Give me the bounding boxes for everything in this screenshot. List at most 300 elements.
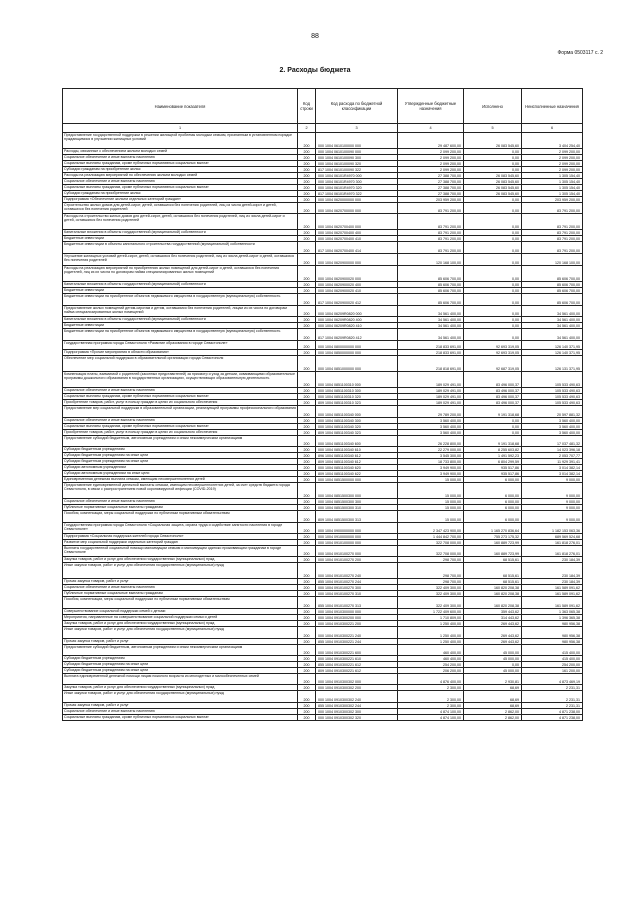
row-budget-code: 000 1004 0851500300 300: [316, 499, 398, 505]
row-approved: 1 250 400,00: [398, 627, 464, 639]
row-budget-code: 809 1004 0910300221 612: [316, 668, 398, 674]
row-executed: 68 515,61: [464, 579, 522, 585]
table-row: [63, 341, 583, 350]
column-index: 6: [522, 124, 583, 133]
row-unexecuted: 980 956,38: [522, 627, 583, 639]
row-unexecuted: 105 533 490,63: [522, 394, 583, 400]
row-budget-code: 000 1004 0910100000 000: [316, 540, 398, 546]
row-executed: 26 083 545,60: [464, 191, 522, 197]
row-executed: 0,00: [464, 323, 522, 329]
row-unexecuted: 126 140 371,95: [522, 341, 583, 350]
row-unexecuted: 2 099 200,00: [522, 149, 583, 155]
row-unexecuted: 2 231,31: [522, 691, 583, 703]
row-approved: 1 250 400,00: [398, 639, 464, 645]
row-code: 200: [298, 406, 316, 418]
row-executed: 26 083 545,60: [464, 185, 522, 191]
row-code: 200: [298, 155, 316, 161]
row-approved: 3 949 900,00: [398, 471, 464, 477]
table-row: [63, 306, 583, 317]
row-code: 200: [298, 674, 316, 685]
row-budget-code: 000 1004 0910000000 000: [316, 534, 398, 540]
row-approved: 189 029 491,00: [398, 388, 464, 394]
table-row: [63, 242, 583, 254]
row-code: 200: [298, 242, 316, 254]
row-approved: 254 200,00: [398, 662, 464, 668]
row-budget-code: 000 1004 0851100340 300: [316, 418, 398, 424]
row-budget-code: 855 1004 0910100270 244: [316, 579, 398, 585]
row-code: 200: [298, 394, 316, 400]
row-budget-code: 000 1004 0620000000 000: [316, 197, 398, 203]
row-unexecuted: 1 396 365,38: [522, 615, 583, 621]
row-code: 200: [298, 639, 316, 645]
row-approved: 460 400,00: [398, 645, 464, 656]
row-code: 200: [298, 471, 316, 477]
row-approved: 218 818 691,00: [398, 356, 464, 372]
row-name: Социальные выплаты гражданам, кроме публичных нормативных социальных выплат: [63, 715, 298, 721]
row-unexecuted: 34 561 400,00: [522, 306, 583, 317]
row-executed: 0,00: [464, 662, 522, 668]
row-budget-code: 000 1004 0851100310 000: [316, 372, 398, 388]
row-code: 200: [298, 179, 316, 185]
table-row: [63, 214, 583, 230]
row-code: 200: [298, 254, 316, 266]
row-budget-code: 000 1004 0910100270 240: [316, 563, 398, 579]
table-row: [63, 645, 583, 656]
row-name: Строительство жилых домов для детей-сирот, детей, оставшихся без попечения родителей, лиц из числа детей-сирот и детей, оставшихся без попечения родителей: [63, 203, 298, 214]
row-code: 200: [298, 557, 316, 563]
row-executed: 68,69: [464, 703, 522, 709]
row-approved: 15 000,00: [398, 499, 464, 505]
row-budget-code: 817 1004 0610100090 322: [316, 167, 398, 173]
row-executed: 68 515,61: [464, 563, 522, 579]
row-approved: 298 700,00: [398, 563, 464, 579]
row-executed: 0,00: [464, 306, 522, 317]
row-approved: 27 388 700,00: [398, 185, 464, 191]
table-header-row: [63, 89, 583, 124]
row-code: 200: [298, 323, 316, 329]
row-code: 200: [298, 329, 316, 341]
row-approved: 1 722 409 600,00: [398, 609, 464, 615]
column-index-row: [63, 124, 583, 133]
row-budget-code: 000 1004 0910100270 310: [316, 591, 398, 597]
row-budget-code: 000 1004 0620700400 410: [316, 236, 398, 242]
row-approved: 3 545 300,00: [398, 453, 464, 459]
row-budget-code: 855 1004 0910100270 313: [316, 597, 398, 609]
table-row: [63, 203, 583, 214]
header-unexecuted: Неисполненные назначения: [522, 89, 583, 124]
row-executed: 0,00: [464, 161, 522, 167]
row-executed: 2 862,00: [464, 709, 522, 715]
row-unexecuted: 105 533 490,63: [522, 400, 583, 406]
row-name: Субсидии гражданам на приобретение жилья: [63, 167, 298, 173]
row-code: 200: [298, 505, 316, 511]
row-unexecuted: 126 131 371,95: [522, 356, 583, 372]
row-budget-code: 000 1004 0851100340 620: [316, 465, 398, 471]
row-unexecuted: 9 000,00: [522, 477, 583, 483]
row-code: 200: [298, 453, 316, 459]
row-code: 200: [298, 203, 316, 214]
row-code: 200: [298, 173, 316, 179]
row-budget-code: 817 1004 06209R0820 412: [316, 329, 398, 341]
row-approved: 83 791 200,00: [398, 242, 464, 254]
row-name: Субсидии бюджетным учреждениям: [63, 656, 298, 662]
document-title: 2. Расходы бюджета: [279, 67, 351, 74]
row-name: Единовременная денежная выплата семьям, имеющим несовершеннолетних детей: [63, 477, 298, 483]
row-budget-code: 000 1004 0851100340 320: [316, 424, 398, 430]
row-unexecuted: 83 791 200,00: [522, 236, 583, 242]
row-unexecuted: 85 606 700,00: [522, 288, 583, 294]
row-unexecuted: 980 956,38: [522, 621, 583, 627]
row-budget-code: 000 1004 0620900000 000: [316, 254, 398, 266]
row-budget-code: 000 1004 0620900020 000: [316, 266, 398, 282]
row-executed: 0,00: [464, 282, 522, 288]
row-unexecuted: 83 791 200,00: [522, 203, 583, 214]
row-code: 200: [298, 317, 316, 323]
row-code: 200: [298, 230, 316, 236]
row-executed: 92 687 319,05: [464, 356, 522, 372]
form-reference: Форма 0503117 с. 2: [557, 50, 603, 56]
row-name: Иные закупки товаров, работ и услуг для обеспечения государственных (муниципальных) нужд: [63, 691, 298, 703]
row-executed: 26 083 545,60: [464, 179, 522, 185]
page-number: 88: [311, 33, 319, 40]
row-approved: 85 606 700,00: [398, 294, 464, 306]
table-row: [63, 546, 583, 557]
row-executed: 359 443,62: [464, 609, 522, 615]
row-executed: 0,00: [464, 203, 522, 214]
table-row: [63, 511, 583, 523]
table-row: [63, 406, 583, 418]
row-approved: 83 791 200,00: [398, 230, 464, 236]
row-executed: 0,00: [464, 167, 522, 173]
row-name: Подпрограмма «Прочие мероприятия в области образования»: [63, 350, 298, 356]
row-code: 200: [298, 459, 316, 465]
row-name: Субсидии бюджетным учреждениям на иные цели: [63, 459, 298, 465]
row-code: 200: [298, 483, 316, 499]
row-unexecuted: 3 560 400,00: [522, 430, 583, 436]
row-budget-code: 000 1004 0910300200 000: [316, 615, 398, 621]
row-approved: 3 560 400,00: [398, 430, 464, 436]
row-name: Бюджетные инвестиции на приобретение объектов недвижимого имущества в государственную (муниципальную) собственность: [63, 294, 298, 306]
row-unexecuted: 161 818 276,01: [522, 540, 583, 546]
row-approved: 4 874 100,00: [398, 709, 464, 715]
row-name: Закупка товаров, работ и услуг для обеспечения государственных (муниципальных) нужд: [63, 621, 298, 627]
row-budget-code: 000 1004 0800000000 000: [316, 341, 398, 350]
row-budget-code: 000 1004 0851100310 320: [316, 394, 398, 400]
row-approved: 34 561 400,00: [398, 306, 464, 317]
row-code: 200: [298, 691, 316, 703]
row-budget-code: 000 1004 0900000000 000: [316, 523, 398, 534]
row-executed: 2 862,00: [464, 715, 522, 721]
row-budget-code: 809 1004 0851100310 323: [316, 400, 398, 406]
row-name: Социальное обеспечение и иные выплаты населению: [63, 155, 298, 161]
row-unexecuted: 3 014 382,14: [522, 471, 583, 477]
row-executed: 92 693 319,05: [464, 350, 522, 356]
row-code: 200: [298, 597, 316, 609]
row-approved: 15 000,00: [398, 477, 464, 483]
row-executed: 0,00: [464, 149, 522, 155]
row-budget-code: 000 1004 0851500300 310: [316, 505, 398, 511]
row-budget-code: 896 1004 0851100340 612: [316, 453, 398, 459]
row-executed: 26 083 545,60: [464, 173, 522, 179]
row-unexecuted: 20 597 881,32: [522, 406, 583, 418]
row-approved: 85 606 700,00: [398, 266, 464, 282]
row-unexecuted: 85 606 700,00: [522, 266, 583, 282]
row-executed: 26 083 545,60: [464, 133, 522, 149]
row-unexecuted: 4 873 469,19: [522, 674, 583, 685]
row-unexecuted: 9 000,00: [522, 483, 583, 499]
row-budget-code: 000 1004 0851500300 000: [316, 483, 398, 499]
row-name: Социальные выплаты гражданам, кроме публичных нормативных социальных выплат: [63, 394, 298, 400]
row-budget-code: 000 1004 0910300302 000: [316, 674, 398, 685]
row-code: 200: [298, 236, 316, 242]
row-code: 200: [298, 161, 316, 167]
row-approved: 2 347 423 900,00: [398, 523, 464, 534]
row-executed: 9 191 318,68: [464, 406, 522, 418]
row-unexecuted: 120 168 100,00: [522, 254, 583, 266]
row-budget-code: 000 1004 0620900020 400: [316, 282, 398, 288]
row-approved: 1 444 842 700,00: [398, 534, 464, 540]
row-budget-code: 000 1004 0610100090 300: [316, 155, 398, 161]
row-approved: 1 710 809,00: [398, 615, 464, 621]
row-code: 200: [298, 430, 316, 436]
row-code: 200: [298, 418, 316, 424]
row-budget-code: 000 1004 06209R0820 000: [316, 306, 398, 317]
row-code: 200: [298, 167, 316, 173]
row-name: Социальные выплаты гражданам, кроме публичных нормативных социальных выплат: [63, 424, 298, 430]
row-name: Развитие мер социальной поддержки отдельных категорий граждан: [63, 540, 298, 546]
row-budget-code: 000 1004 0610100090 320: [316, 161, 398, 167]
row-unexecuted: 3 014 382,14: [522, 465, 583, 471]
row-unexecuted: 980 956,38: [522, 639, 583, 645]
table-row: [63, 254, 583, 266]
row-unexecuted: 3 404 254,40: [522, 133, 583, 149]
row-executed: 6 000,00: [464, 499, 522, 505]
row-code: 200: [298, 400, 316, 406]
row-executed: 160 820 208,38: [464, 597, 522, 609]
row-name: Предоставление государственной поддержки в решении жилищной проблемы молодым семьям, признанным в установленном порядке нуждающимися в улучшении жилищных условий: [63, 133, 298, 149]
row-budget-code: 855 1004 0910300302 244: [316, 703, 398, 709]
row-budget-code: 000 1004 0620700400 000: [316, 214, 398, 230]
row-code: 200: [298, 591, 316, 597]
row-unexecuted: 105 533 490,63: [522, 388, 583, 394]
column-index: 4: [398, 124, 464, 133]
row-budget-code: 855 1004 0910300221 612: [316, 662, 398, 668]
row-budget-code: 000 1004 0910100270 000: [316, 546, 398, 557]
table-row: [63, 329, 583, 341]
table-row: [63, 266, 583, 282]
row-name: Иные закупки товаров, работ и услуг для обеспечения государственных (муниципальных) нужд: [63, 627, 298, 639]
row-executed: 0,00: [464, 266, 522, 282]
row-name: Предоставление единовременной денежной выплаты семьям, имеющим несовершеннолетних детей, за счет средств бюджета города Севастополя, в связи с распространением новой коронавирусной инфекции (COVID-2019): [63, 483, 298, 499]
row-approved: 83 791 200,00: [398, 214, 464, 230]
row-code: 200: [298, 424, 316, 430]
row-code: 200: [298, 668, 316, 674]
table-row: [63, 691, 583, 703]
row-approved: 2 099 200,00: [398, 155, 464, 161]
row-name: Субсидии бюджетным учреждениям: [63, 447, 298, 453]
row-approved: 2 300,00: [398, 691, 464, 703]
row-approved: 322 409 300,00: [398, 597, 464, 609]
row-unexecuted: 9 000,00: [522, 511, 583, 523]
row-budget-code: 000 1004 0910300302 320: [316, 715, 398, 721]
row-approved: 83 791 200,00: [398, 203, 464, 214]
row-executed: 6 000,00: [464, 483, 522, 499]
row-unexecuted: 85 606 700,00: [522, 294, 583, 306]
row-unexecuted: 3 560 400,00: [522, 418, 583, 424]
row-code: 200: [298, 585, 316, 591]
row-executed: 1 165 270 836,64: [464, 523, 522, 534]
row-budget-code: 817 1004 0620700400 414: [316, 242, 398, 254]
row-name: Совершенствование социальной поддержки семей с детьми: [63, 609, 298, 615]
row-name: Субсидии гражданам на приобретение жилья: [63, 191, 298, 197]
row-code: 200: [298, 715, 316, 721]
row-unexecuted: 161 818 276,01: [522, 546, 583, 557]
row-name: Расходы на реализацию мероприятий по обеспечению жильем молодых семей: [63, 173, 298, 179]
row-unexecuted: 85 606 700,00: [522, 282, 583, 288]
row-code: 200: [298, 133, 316, 149]
table-row: [63, 715, 583, 721]
row-name: Расходы на реализацию мероприятий по приобретению жилых помещений для детей-сирот и детей, оставшихся без попечения родителей, лиц из их числа по договорам найма специализированных жилых помещений: [63, 266, 298, 282]
row-executed: 935 517,86: [464, 465, 522, 471]
row-executed: 0,00: [464, 230, 522, 236]
table-row: [63, 294, 583, 306]
row-approved: 4 874 100,00: [398, 715, 464, 721]
row-code: 200: [298, 540, 316, 546]
row-budget-code: 000 1004 06101R4970 300: [316, 179, 398, 185]
row-name: Государственная программа города Севастополя «Социальная защита, охрана труда и содействие занятости населения в городе Севастополе»: [63, 523, 298, 534]
row-name: Прочая закупка товаров, работ и услуг: [63, 579, 298, 585]
header-executed: Исполнено: [464, 89, 522, 124]
row-budget-code: 000 1004 0910100270 200: [316, 557, 398, 563]
row-name: Бюджетные инвестиции на приобретение объектов недвижимого имущества в государственную (муниципальную) собственность: [63, 329, 298, 341]
row-budget-code: 000 1004 0851100310 300: [316, 388, 398, 394]
row-unexecuted: 689 569 524,68: [522, 534, 583, 540]
row-budget-code: 000 1004 0910300302 200: [316, 685, 398, 691]
row-unexecuted: 11 929 391,41: [522, 459, 583, 465]
row-approved: 189 029 491,00: [398, 400, 464, 406]
row-approved: 322 409 300,00: [398, 591, 464, 597]
row-executed: 0,00: [464, 214, 522, 230]
row-unexecuted: 203 959 200,00: [522, 197, 583, 203]
row-budget-code: 000 1004 0910300000 000: [316, 609, 398, 615]
row-approved: 4 876 400,00: [398, 674, 464, 685]
row-executed: 45 000,00: [464, 668, 522, 674]
row-approved: 218 833 691,00: [398, 341, 464, 350]
row-executed: 0,00: [464, 329, 522, 341]
row-name: Социальное обеспечение и иные выплаты населению: [63, 585, 298, 591]
row-code: 200: [298, 185, 316, 191]
row-executed: 9 191 318,68: [464, 436, 522, 447]
table-row: [63, 372, 583, 388]
row-unexecuted: 1 305 154,40: [522, 191, 583, 197]
row-unexecuted: 4 871 238,00: [522, 715, 583, 721]
row-name: Подпрограмма «Обеспечение жильем отдельных категорий граждан»: [63, 197, 298, 203]
row-name: Социальное обеспечение и иные выплаты населению: [63, 709, 298, 715]
row-name: Приобретение товаров, работ, услуг в пользу граждан в целях их социального обеспечения: [63, 400, 298, 406]
row-executed: 83 496 000,37: [464, 372, 522, 388]
row-approved: 3 949 900,00: [398, 465, 464, 471]
row-code: 200: [298, 197, 316, 203]
row-approved: 298 700,00: [398, 557, 464, 563]
row-name: Подпрограмма «Социальная поддержка жителей города Севастополя»: [63, 534, 298, 540]
row-name: Социальное обеспечение и иные выплаты населению: [63, 388, 298, 394]
row-approved: 189 029 491,00: [398, 394, 464, 400]
row-budget-code: 000 1004 06209R0820 400: [316, 317, 398, 323]
row-executed: 83 496 000,37: [464, 388, 522, 394]
row-name: Капитальные вложения в объекты государственной (муниципальной) собственности: [63, 317, 298, 323]
row-approved: 120 168 100,00: [398, 254, 464, 266]
row-approved: 83 791 200,00: [398, 236, 464, 242]
row-executed: 92 693 319,05: [464, 341, 522, 350]
row-budget-code: 809 1004 0851100340 622: [316, 471, 398, 477]
row-unexecuted: 2 099 200,00: [522, 155, 583, 161]
row-unexecuted: 1 182 153 063,36: [522, 523, 583, 534]
row-name: Закупка товаров, работ и услуг для обеспечения государственных (муниципальных) нужд: [63, 685, 298, 691]
column-index: 1: [63, 124, 298, 133]
row-name: Предоставление жилых помещений детям-сиротам и детям, оставшимся без попечения родителей, лицам из их числа по договорам найма специализированных жилых помещений: [63, 306, 298, 317]
row-name: Предоставление субсидий бюджетным, автономным учреждениям и иным некоммерческим организациям: [63, 436, 298, 447]
row-approved: 27 388 700,00: [398, 191, 464, 197]
row-approved: 15 000,00: [398, 483, 464, 499]
header-name: Наименование показателя: [63, 89, 298, 124]
row-name: Закупка товаров, работ и услуг для обеспечения государственных (муниципальных) нужд: [63, 557, 298, 563]
row-code: 200: [298, 534, 316, 540]
row-name: Приобретение товаров, работ, услуг в пользу граждан в целях их социального обеспечения: [63, 430, 298, 436]
row-executed: 935 517,86: [464, 471, 522, 477]
row-budget-code: 000 1004 0850000000 000: [316, 350, 398, 356]
row-executed: 83 496 000,37: [464, 400, 522, 406]
row-executed: 269 443,62: [464, 639, 522, 645]
row-unexecuted: 415 400,00: [522, 656, 583, 662]
row-unexecuted: 83 791 200,00: [522, 230, 583, 236]
row-approved: 206 200,00: [398, 668, 464, 674]
header-approved: Утвержденные бюджетные назначения: [398, 89, 464, 124]
row-budget-code: 000 1004 0910300221 600: [316, 645, 398, 656]
row-budget-code: 817 1004 0620900020 412: [316, 294, 398, 306]
row-approved: 2 099 200,00: [398, 161, 464, 167]
row-name: Социальные выплаты гражданам, кроме публичных нормативных социальных выплат: [63, 161, 298, 167]
row-approved: 3 560 400,00: [398, 424, 464, 430]
row-unexecuted: 17 037 481,32: [522, 436, 583, 447]
row-executed: 0,00: [464, 155, 522, 161]
row-executed: 1 491 592,23: [464, 453, 522, 459]
row-code: 200: [298, 477, 316, 483]
row-name: Иные закупки товаров, работ и услуг для обеспечения государственных (муниципальных) нужд: [63, 563, 298, 579]
row-name: Предоставление субсидий бюджетным, автономным учреждениям и иным некоммерческим организациям: [63, 645, 298, 656]
table-row: [63, 133, 583, 149]
row-budget-code: 000 1004 0851100340 000: [316, 406, 398, 418]
row-executed: 0,00: [464, 424, 522, 430]
table-row: [63, 563, 583, 579]
row-code: 200: [298, 282, 316, 288]
row-code: 200: [298, 266, 316, 282]
table-row: [63, 597, 583, 609]
row-unexecuted: 230 184,39: [522, 579, 583, 585]
row-name: Улучшение жилищных условий детей-сирот, детей, оставшихся без попечения родителей, лиц из числа детей-сирот и детей, оставшихся без попечения родителей: [63, 254, 298, 266]
row-code: 200: [298, 662, 316, 668]
row-unexecuted: 34 561 400,00: [522, 317, 583, 323]
row-code: 200: [298, 341, 316, 350]
row-approved: 298 700,00: [398, 579, 464, 585]
row-approved: 15 000,00: [398, 505, 464, 511]
row-code: 200: [298, 447, 316, 453]
row-budget-code: 000 1004 0851100340 600: [316, 436, 398, 447]
row-unexecuted: 14 023 396,18: [522, 447, 583, 453]
row-executed: 0,00: [464, 242, 522, 254]
row-approved: 2 099 200,00: [398, 167, 464, 173]
table-row: [63, 627, 583, 639]
row-budget-code: 000 1004 0910300221 610: [316, 656, 398, 662]
